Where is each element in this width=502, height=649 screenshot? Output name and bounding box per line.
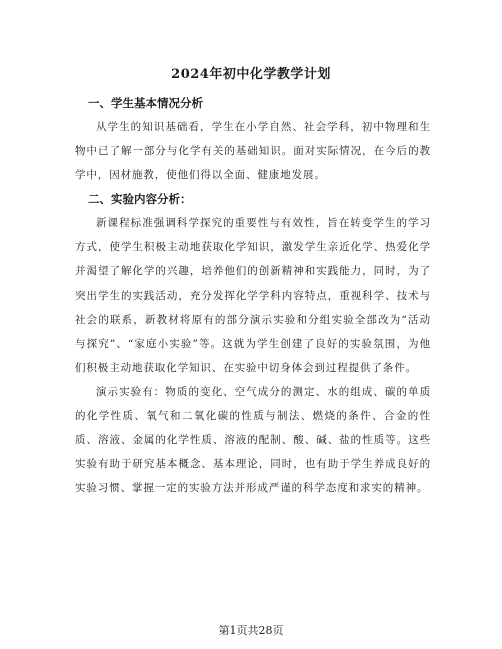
section-heading: 二、实验内容分析： <box>88 192 192 207</box>
paragraph: 从学生的知识基础看，学生在小学自然、社会学科，初中物理和生物中已了解一部分与化学有关的基础知识。面对实际情况，在今后的教学中，因材施教，使他们得以全面、健康地发展。 <box>75 121 431 182</box>
section-heading: 一、学生基本情况分析 <box>88 96 203 110</box>
section-experiment-analysis <box>75 187 431 500</box>
paragraph: 新课程标准强调科学探究的重要性与有效性，旨在转变学生的学习方式，使学生积极主动地获取化学知识，激发学生亲近化学、热爱化学并渴望了解化学的兴趣，培养他们的创新精神和实践能力，同时，为了突出学生的实践活动，充分发挥化学学科内容特点，重视科学、技术与社会的联系，新教材将原有的部分演示实验和分组实验全部改为“活动与探究”、“家庭小实验”等。这就为学生创建了良好的实验氛围，为他们积极主动地获取化学知识、在实验中切身体会到过程提供了条件。 <box>75 217 431 374</box>
document-title: 2024年初中化学教学计划 <box>171 67 331 82</box>
page-number-footer: 第1页共28页 <box>218 624 284 637</box>
paragraph: 演示实验有：物质的变化、空气成分的测定、水的组成、碳的单质的化学性质、氧气和二氧化碳的性质与制法、燃烧的条件、合金的性质、溶液、金属的化学性质、溶液的配制、酸、碱、盐的性质等。这些实验有助于研究基本概念、基本理论，同时，也有助于学生养成良好的实验习惯、掌握一定的实验方法并形成严谨的科学态度和求实的精神。 <box>75 385 431 495</box>
section-student-analysis <box>75 91 431 187</box>
document-body <box>75 91 431 500</box>
